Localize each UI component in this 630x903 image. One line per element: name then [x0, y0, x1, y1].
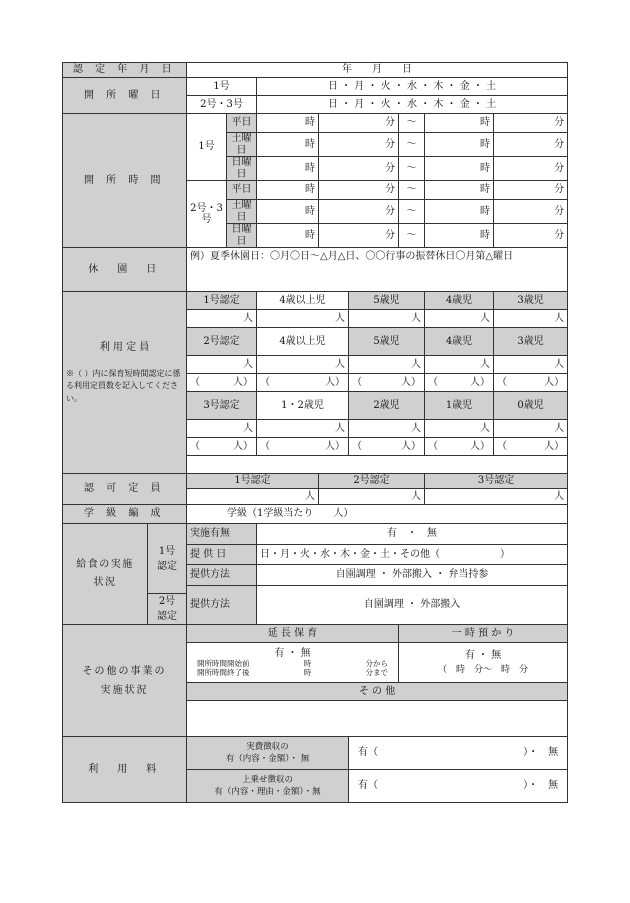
minute-cell[interactable]: 分 — [319, 181, 399, 200]
form-table — [62, 62, 568, 803]
tilde: ～ — [399, 181, 425, 200]
g2-c-short[interactable] — [494, 374, 568, 392]
tilde: ～ — [399, 200, 425, 224]
g3-group-total[interactable]: 人 — [257, 420, 349, 438]
kyushoku-t1: 1号認定 — [148, 524, 186, 594]
ext1-h[interactable]: 時 — [303, 659, 312, 669]
tilde: ～ — [399, 114, 425, 133]
hour-cell[interactable]: 時 — [257, 133, 319, 157]
paren-close: 人） — [401, 376, 421, 388]
encho-cell[interactable] — [187, 643, 399, 683]
g3-c-short[interactable] — [494, 438, 568, 456]
paren-open: （ — [190, 376, 200, 388]
row-kyuen — [63, 248, 568, 292]
g2-c-count[interactable]: 人 — [494, 356, 568, 374]
ryokin-r2-ari[interactable]: 有（ — [358, 780, 378, 792]
g3-group-short[interactable] — [257, 438, 349, 456]
ext1-label: 開所時間開始前 — [197, 659, 250, 669]
tilde: ～ — [399, 224, 425, 248]
minute-cell[interactable]: 分 — [494, 157, 568, 181]
youbi-type-23: 2号・3号 — [187, 96, 257, 114]
g2-group-total[interactable]: 人 — [257, 356, 349, 374]
encho-ext2 — [187, 668, 398, 677]
minute-cell[interactable]: 分 — [319, 157, 399, 181]
g3-c-count[interactable]: 人 — [494, 420, 568, 438]
ninka-v1[interactable]: 人 — [187, 489, 319, 505]
g3-a-count[interactable]: 人 — [349, 420, 425, 438]
jikan-day-sunday: 日曜日 — [227, 157, 257, 181]
ryokin-r2-label-a: 上乗せ徴収の — [241, 774, 293, 785]
kyushoku-label-cell — [63, 524, 187, 625]
g1-age-group: 4歳以上児 — [257, 292, 349, 310]
paren-close: 人） — [325, 376, 345, 388]
row-gakkyu — [63, 505, 568, 524]
kyushoku-row4-value[interactable]: 自園調理 ・ 外部搬入 — [257, 585, 568, 624]
g1-group-total[interactable]: 人 — [257, 310, 349, 328]
ryokin-r2-nashi[interactable]: ）・ 無 — [523, 780, 559, 792]
ninka-v2[interactable]: 人 — [319, 489, 425, 505]
jikan-day-saturday: 土曜日 — [227, 133, 257, 157]
gakkyu-label: 学 級 編 成 — [63, 505, 187, 524]
ninka-v3[interactable]: 人 — [425, 489, 568, 505]
paren-close: 人） — [401, 440, 421, 452]
kyushoku-row2-label: 提 供 日 — [187, 544, 257, 565]
kyushoku-row4-label: 提供方法 — [187, 585, 257, 624]
jikan-day-saturday: 土曜日 — [227, 200, 257, 224]
paren-close: 人） — [470, 376, 490, 388]
ichiji-cell[interactable] — [399, 643, 568, 683]
paren-close: 人） — [233, 440, 253, 452]
kyushoku-type-col — [147, 524, 186, 624]
g2-name: 2号認定 — [187, 328, 257, 356]
g2-age-a: 5歳児 — [349, 328, 425, 356]
youbi-label: 開 所 曜 日 — [63, 78, 187, 114]
row-youbi-1 — [63, 78, 568, 96]
ninka-h1: 1号認定 — [187, 474, 319, 489]
kyuen-example[interactable]: 例）夏季休園日：〇月〇日～△月△日、〇〇行事の振替休日〇月第△曜日 — [187, 248, 568, 292]
ext1-m[interactable]: 分から — [365, 659, 388, 669]
sonota-label: その他の事業の実施状況 — [63, 625, 187, 737]
row-sonota-head — [63, 625, 568, 643]
paren-open: （ — [497, 376, 507, 388]
hour-cell[interactable]: 時 — [425, 181, 494, 200]
nintei-label: 認 定 年 月 日 — [63, 63, 187, 78]
riyou-label: 利 用 定 員 — [99, 342, 150, 353]
g2-b-short[interactable] — [425, 374, 494, 392]
minute-cell[interactable]: 分 — [319, 200, 399, 224]
g3-age-c: 0歳児 — [494, 392, 568, 420]
ichiji-umu[interactable]: 有 ・ 無 — [464, 650, 502, 662]
row-ninka-head — [63, 474, 568, 489]
youbi-days-1[interactable]: 日 ・ 月 ・ 火 ・ 水 ・ 木 ・ 金 ・ 土 — [257, 78, 568, 96]
riyou-label-cell — [63, 292, 187, 474]
ryokin-r2-label-b: 有（内容・理由・金額）・無 — [214, 787, 321, 797]
hour-cell[interactable]: 時 — [425, 200, 494, 224]
paren-open: （ — [352, 440, 362, 452]
minute-cell[interactable]: 分 — [494, 133, 568, 157]
youbi-days-23[interactable]: 日 ・ 月 ・ 火 ・ 水 ・ 木 ・ 金 ・ 土 — [257, 96, 568, 114]
g3-age-group: 1・2歳児 — [257, 392, 349, 420]
g3-name: 3号認定 — [187, 392, 257, 420]
ryokin-label: 利 用 料 — [63, 737, 187, 803]
sonota-other: そ の 他 — [187, 683, 568, 701]
g3-b-short[interactable] — [425, 438, 494, 456]
kyushoku-label: 給食の実施状況 — [76, 559, 134, 588]
paren-open: （ — [428, 376, 438, 388]
jikan-type-1: 1号 — [187, 114, 227, 181]
tilde: ～ — [399, 133, 425, 157]
g3-a-short[interactable] — [349, 438, 425, 456]
youbi-type-1: 1号 — [187, 78, 257, 96]
jikan-label: 開 所 時 間 — [63, 114, 187, 248]
ext2-m[interactable]: 分まで — [365, 668, 388, 678]
minute-cell[interactable]: 分 — [494, 200, 568, 224]
row-riyou-g1-head — [63, 292, 568, 310]
sonota-encho: 延 長 保 育 — [187, 625, 399, 643]
ryokin-r1-label-b: 有（内容・金額）・ 無 — [225, 754, 310, 764]
jikan-type-23: 2号・3号 — [187, 181, 227, 248]
g1-b-count[interactable]: 人 — [425, 310, 494, 328]
g2-a-count[interactable]: 人 — [349, 356, 425, 374]
hour-cell[interactable]: 時 — [257, 200, 319, 224]
jikan-day-sunday: 日曜日 — [227, 224, 257, 248]
paren-open: （ — [260, 376, 270, 388]
g3-age-b: 1歳児 — [425, 392, 494, 420]
ichiji-time[interactable]: （ 時 分～ 時 分 — [438, 664, 529, 675]
g1-a-count[interactable]: 人 — [349, 310, 425, 328]
riyou-spacer — [187, 456, 568, 474]
g2-age-b: 4歳児 — [425, 328, 494, 356]
minute-cell[interactable]: 分 — [319, 133, 399, 157]
g1-total[interactable]: 人 — [187, 310, 257, 328]
hour-cell[interactable]: 時 — [257, 224, 319, 248]
paren-close: 人） — [325, 440, 345, 452]
g1-name: 1号認定 — [187, 292, 257, 310]
g3-total-short[interactable] — [187, 438, 257, 456]
g1-age-b: 4歳児 — [425, 292, 494, 310]
minute-cell[interactable]: 分 — [494, 181, 568, 200]
ninka-label: 認 可 定 員 — [63, 474, 187, 505]
paren-close: 人） — [544, 376, 565, 388]
kyushoku-row1-value[interactable]: 有 ・ 無 — [257, 524, 568, 545]
ryokin-r1-nashi[interactable]: ）・ 無 — [523, 747, 559, 759]
encho-ext1 — [187, 659, 398, 668]
hour-cell[interactable]: 時 — [257, 181, 319, 200]
kyuen-label: 休 園 日 — [63, 248, 187, 292]
g2-age-group: 4歳以上児 — [257, 328, 349, 356]
g2-age-c: 3歳児 — [494, 328, 568, 356]
ryokin-r1-value[interactable] — [349, 737, 568, 770]
ryokin-r2-label — [187, 770, 349, 803]
paren-open: （ — [497, 440, 507, 452]
nintei-value[interactable]: 年 月 日 — [187, 63, 568, 78]
g1-c-count[interactable]: 人 — [494, 310, 568, 328]
g2-a-short[interactable] — [349, 374, 425, 392]
kyushoku-t2: 2号認定 — [157, 596, 177, 622]
g2-group-short[interactable] — [257, 374, 349, 392]
row-ryokin-1 — [63, 737, 568, 770]
row-kyushoku-1 — [63, 524, 568, 545]
minute-cell[interactable]: 分 — [494, 224, 568, 248]
facility-form — [62, 62, 567, 803]
jikan-day-weekday: 平日 — [227, 114, 257, 133]
row-nintei — [63, 63, 568, 78]
ryokin-r1-label-a: 実費徴収の — [246, 741, 289, 752]
hour-cell[interactable]: 時 — [257, 157, 319, 181]
minute-cell[interactable]: 分 — [319, 114, 399, 133]
gakkyu-value[interactable]: 学級（1学級当たり 人） — [187, 505, 568, 524]
paren-close: 人） — [233, 376, 253, 388]
ninka-h2: 2号認定 — [319, 474, 425, 489]
g1-age-a: 5歳児 — [349, 292, 425, 310]
hour-cell[interactable]: 時 — [257, 114, 319, 133]
encho-umu[interactable]: 有 ・ 無 — [274, 647, 311, 659]
ryokin-r1-ari[interactable]: 有（ — [358, 747, 378, 759]
ext2-label: 開所時間終了後 — [197, 668, 250, 678]
g1-age-c: 3歳児 — [494, 292, 568, 310]
row-jikan-1-weekday — [63, 114, 568, 133]
g2-total[interactable]: 人 — [187, 356, 257, 374]
g3-age-a: 2歳児 — [349, 392, 425, 420]
paren-open: （ — [190, 440, 200, 452]
sonota-other-body[interactable] — [187, 701, 568, 737]
ryokin-r1-label — [187, 737, 349, 770]
hour-cell[interactable]: 時 — [425, 224, 494, 248]
ryokin-r2-value[interactable] — [349, 770, 568, 803]
paren-close: 人） — [470, 440, 490, 452]
ext2-h[interactable]: 時 — [303, 668, 312, 678]
g2-total-short[interactable] — [187, 374, 257, 392]
minute-cell[interactable]: 分 — [319, 224, 399, 248]
kyushoku-row3-value[interactable]: 自園調理 ・ 外部搬入 ・ 弁当持参 — [257, 565, 568, 586]
kyushoku-row1-label: 実施有無 — [187, 524, 257, 545]
paren-open: （ — [260, 440, 270, 452]
ninka-h3: 3号認定 — [425, 474, 568, 489]
tilde: ～ — [399, 157, 425, 181]
sonota-ichiji: 一 時 預 か り — [399, 625, 568, 643]
paren-open: （ — [428, 440, 438, 452]
hour-cell[interactable]: 時 — [425, 114, 494, 133]
riyou-note: ※（ ）内に保育短時間認定に係る利用定員数を記入してください。 — [66, 368, 181, 404]
paren-close: 人） — [544, 440, 565, 452]
minute-cell[interactable]: 分 — [494, 114, 568, 133]
hour-cell[interactable]: 時 — [425, 133, 494, 157]
g2-b-count[interactable]: 人 — [425, 356, 494, 374]
g3-total[interactable]: 人 — [187, 420, 257, 438]
g3-b-count[interactable]: 人 — [425, 420, 494, 438]
kyushoku-row2-value[interactable]: 日・月・火・水・木・金・土・その他（ ） — [257, 544, 568, 565]
jikan-day-weekday: 平日 — [227, 181, 257, 200]
paren-open: （ — [352, 376, 362, 388]
kyushoku-row3-label: 提供方法 — [187, 565, 257, 586]
hour-cell[interactable]: 時 — [425, 157, 494, 181]
